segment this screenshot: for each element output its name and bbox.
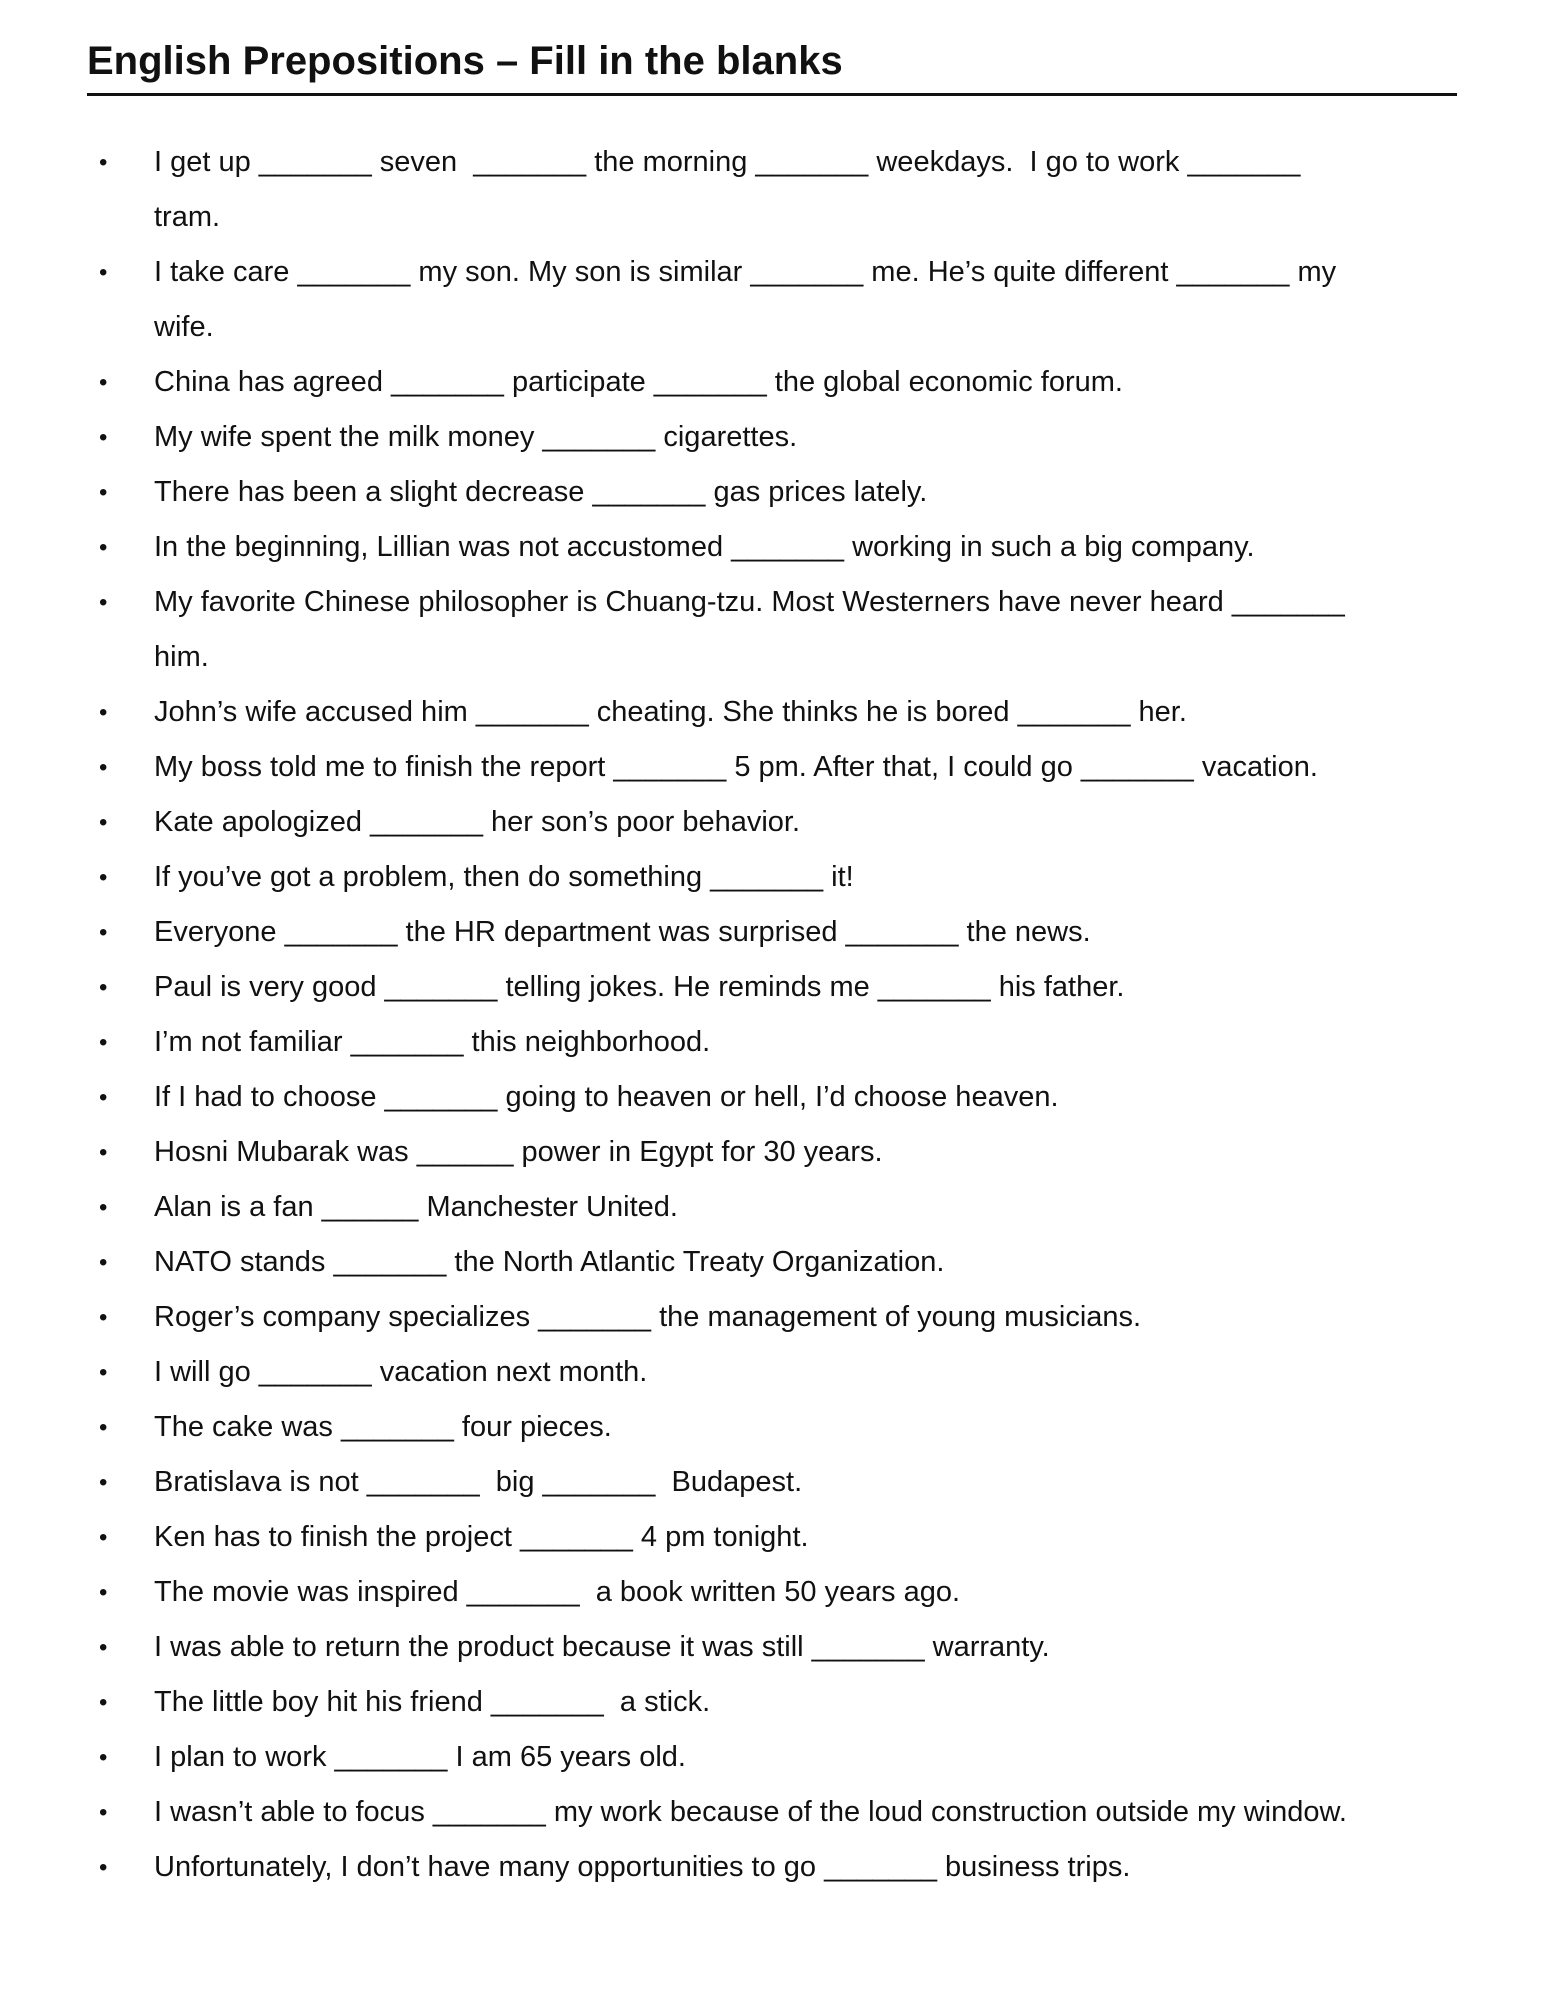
exercise-sentence: If you’ve got a problem, then do something _______ it! (154, 861, 854, 893)
exercise-sentence: tram. (154, 201, 221, 233)
exercise-item (0, 465, 1545, 520)
exercise-sentence: Ken has to finish the project _______ 4 pm tonight. (154, 1521, 809, 1553)
exercise-sentence: In the beginning, Lillian was not accustomed _______ working in such a big company. (154, 531, 1255, 563)
bullet-icon: • (99, 479, 108, 506)
exercise-item (0, 1565, 1545, 1620)
exercise-sentence: If I had to choose _______ going to heaven or hell, I’d choose heaven. (154, 1081, 1059, 1113)
bullet-icon: • (99, 809, 108, 836)
bullet-icon: • (99, 1854, 108, 1881)
exercise-sentence: Kate apologized _______ her son’s poor behavior. (154, 806, 801, 838)
exercise-item (0, 740, 1545, 795)
exercise-sentence: The little boy hit his friend _______ a stick. (154, 1686, 711, 1718)
bullet-icon: • (99, 534, 108, 561)
exercise-item (0, 1290, 1545, 1345)
bullet-icon: • (99, 974, 108, 1001)
bullet-icon: • (99, 1689, 108, 1716)
exercise-item (0, 1455, 1545, 1510)
exercise-sentence: Roger’s company specializes _______ the management of young musicians. (154, 1301, 1142, 1333)
exercise-item (0, 1730, 1545, 1785)
bullet-icon: • (99, 1249, 108, 1276)
bullet-icon: • (99, 1469, 108, 1496)
exercise-sentence: My favorite Chinese philosopher is Chuang-tzu. Most Westerners have never heard _______ (154, 586, 1345, 618)
exercise-sentence: Alan is a fan ______ Manchester United. (154, 1191, 678, 1223)
exercise-item (0, 520, 1545, 575)
bullet-icon: • (99, 369, 108, 396)
exercise-sentence: The movie was inspired _______ a book written 50 years ago. (154, 1576, 961, 1608)
worksheet-title: English Prepositions – Fill in the blanks (87, 39, 843, 83)
exercise-sentence: Everyone _______ the HR department was surprised _______ the news. (154, 916, 1091, 948)
exercise-item (0, 1070, 1545, 1125)
bullet-icon: • (99, 1304, 108, 1331)
exercise-sentence: I wasn’t able to focus _______ my work because of the loud construction outside my window. (154, 1796, 1347, 1828)
exercise-sentence: I take care _______ my son. My son is similar _______ me. He’s quite different _______ my (154, 256, 1337, 288)
bullet-icon: • (99, 1359, 108, 1386)
exercise-sentence: I was able to return the product because it was still _______ warranty. (154, 1631, 1050, 1663)
exercise-item (0, 135, 1545, 245)
bullet-icon: • (99, 1634, 108, 1661)
exercise-item (0, 1510, 1545, 1565)
exercise-item (0, 1180, 1545, 1235)
exercise-item (0, 1840, 1545, 1895)
bullet-icon: • (99, 754, 108, 781)
exercise-sentence: him. (154, 641, 209, 673)
exercise-sentence: My boss told me to finish the report _______ 5 pm. After that, I could go _______ vacation. (154, 751, 1318, 783)
exercise-item (0, 850, 1545, 905)
bullet-icon: • (99, 1414, 108, 1441)
exercise-item (0, 685, 1545, 740)
exercise-sentence: I will go _______ vacation next month. (154, 1356, 648, 1388)
exercise-item (0, 905, 1545, 960)
bullet-icon: • (99, 1524, 108, 1551)
exercise-item (0, 1125, 1545, 1180)
exercise-sentence: I’m not familiar _______ this neighborhood. (154, 1026, 711, 1058)
exercise-sentence: The cake was _______ four pieces. (154, 1411, 612, 1443)
bullet-icon: • (99, 919, 108, 946)
bullet-icon: • (99, 259, 108, 286)
bullet-icon: • (99, 699, 108, 726)
exercise-item (0, 410, 1545, 465)
bullet-icon: • (99, 1084, 108, 1111)
exercise-sentence: I get up _______ seven _______ the morning _______ weekdays. I go to work _______ (154, 146, 1301, 178)
exercise-sentence: Bratislava is not _______ big _______ Budapest. (154, 1466, 803, 1498)
exercise-item (0, 960, 1545, 1015)
exercise-sentence: Paul is very good _______ telling jokes. He reminds me _______ his father. (154, 971, 1125, 1003)
exercise-item (0, 795, 1545, 850)
bullet-icon: • (99, 589, 108, 616)
bullet-icon: • (99, 149, 108, 176)
bullet-icon: • (99, 1579, 108, 1606)
exercise-sentence: wife. (154, 311, 214, 343)
exercise-item (0, 1675, 1545, 1730)
exercise-item (0, 245, 1545, 355)
bullet-icon: • (99, 1799, 108, 1826)
bullet-icon: • (99, 1744, 108, 1771)
exercise-item (0, 1015, 1545, 1070)
exercise-sentence: I plan to work _______ I am 65 years old. (154, 1741, 686, 1773)
exercise-sentence: China has agreed _______ participate _______ the global economic forum. (154, 366, 1123, 398)
title-underline (87, 93, 1457, 96)
exercise-item (0, 1400, 1545, 1455)
exercise-sentence: My wife spent the milk money _______ cigarettes. (154, 421, 798, 453)
exercise-item (0, 1235, 1545, 1290)
bullet-icon: • (99, 1139, 108, 1166)
exercise-item (0, 355, 1545, 410)
exercise-item (0, 1785, 1545, 1840)
exercise-item (0, 1620, 1545, 1675)
exercise-sentence: John’s wife accused him _______ cheating. She thinks he is bored _______ her. (154, 696, 1187, 728)
bullet-icon: • (99, 424, 108, 451)
exercise-sentence: NATO stands _______ the North Atlantic Treaty Organization. (154, 1246, 945, 1278)
exercise-list (0, 135, 1545, 1895)
bullet-icon: • (99, 1194, 108, 1221)
exercise-item (0, 575, 1545, 685)
exercise-sentence: There has been a slight decrease _______ gas prices lately. (154, 476, 928, 508)
bullet-icon: • (99, 864, 108, 891)
exercise-sentence: Hosni Mubarak was ______ power in Egypt for 30 years. (154, 1136, 883, 1168)
exercise-item (0, 1345, 1545, 1400)
bullet-icon: • (99, 1029, 108, 1056)
exercise-sentence: Unfortunately, I don’t have many opportunities to go _______ business trips. (154, 1851, 1131, 1883)
